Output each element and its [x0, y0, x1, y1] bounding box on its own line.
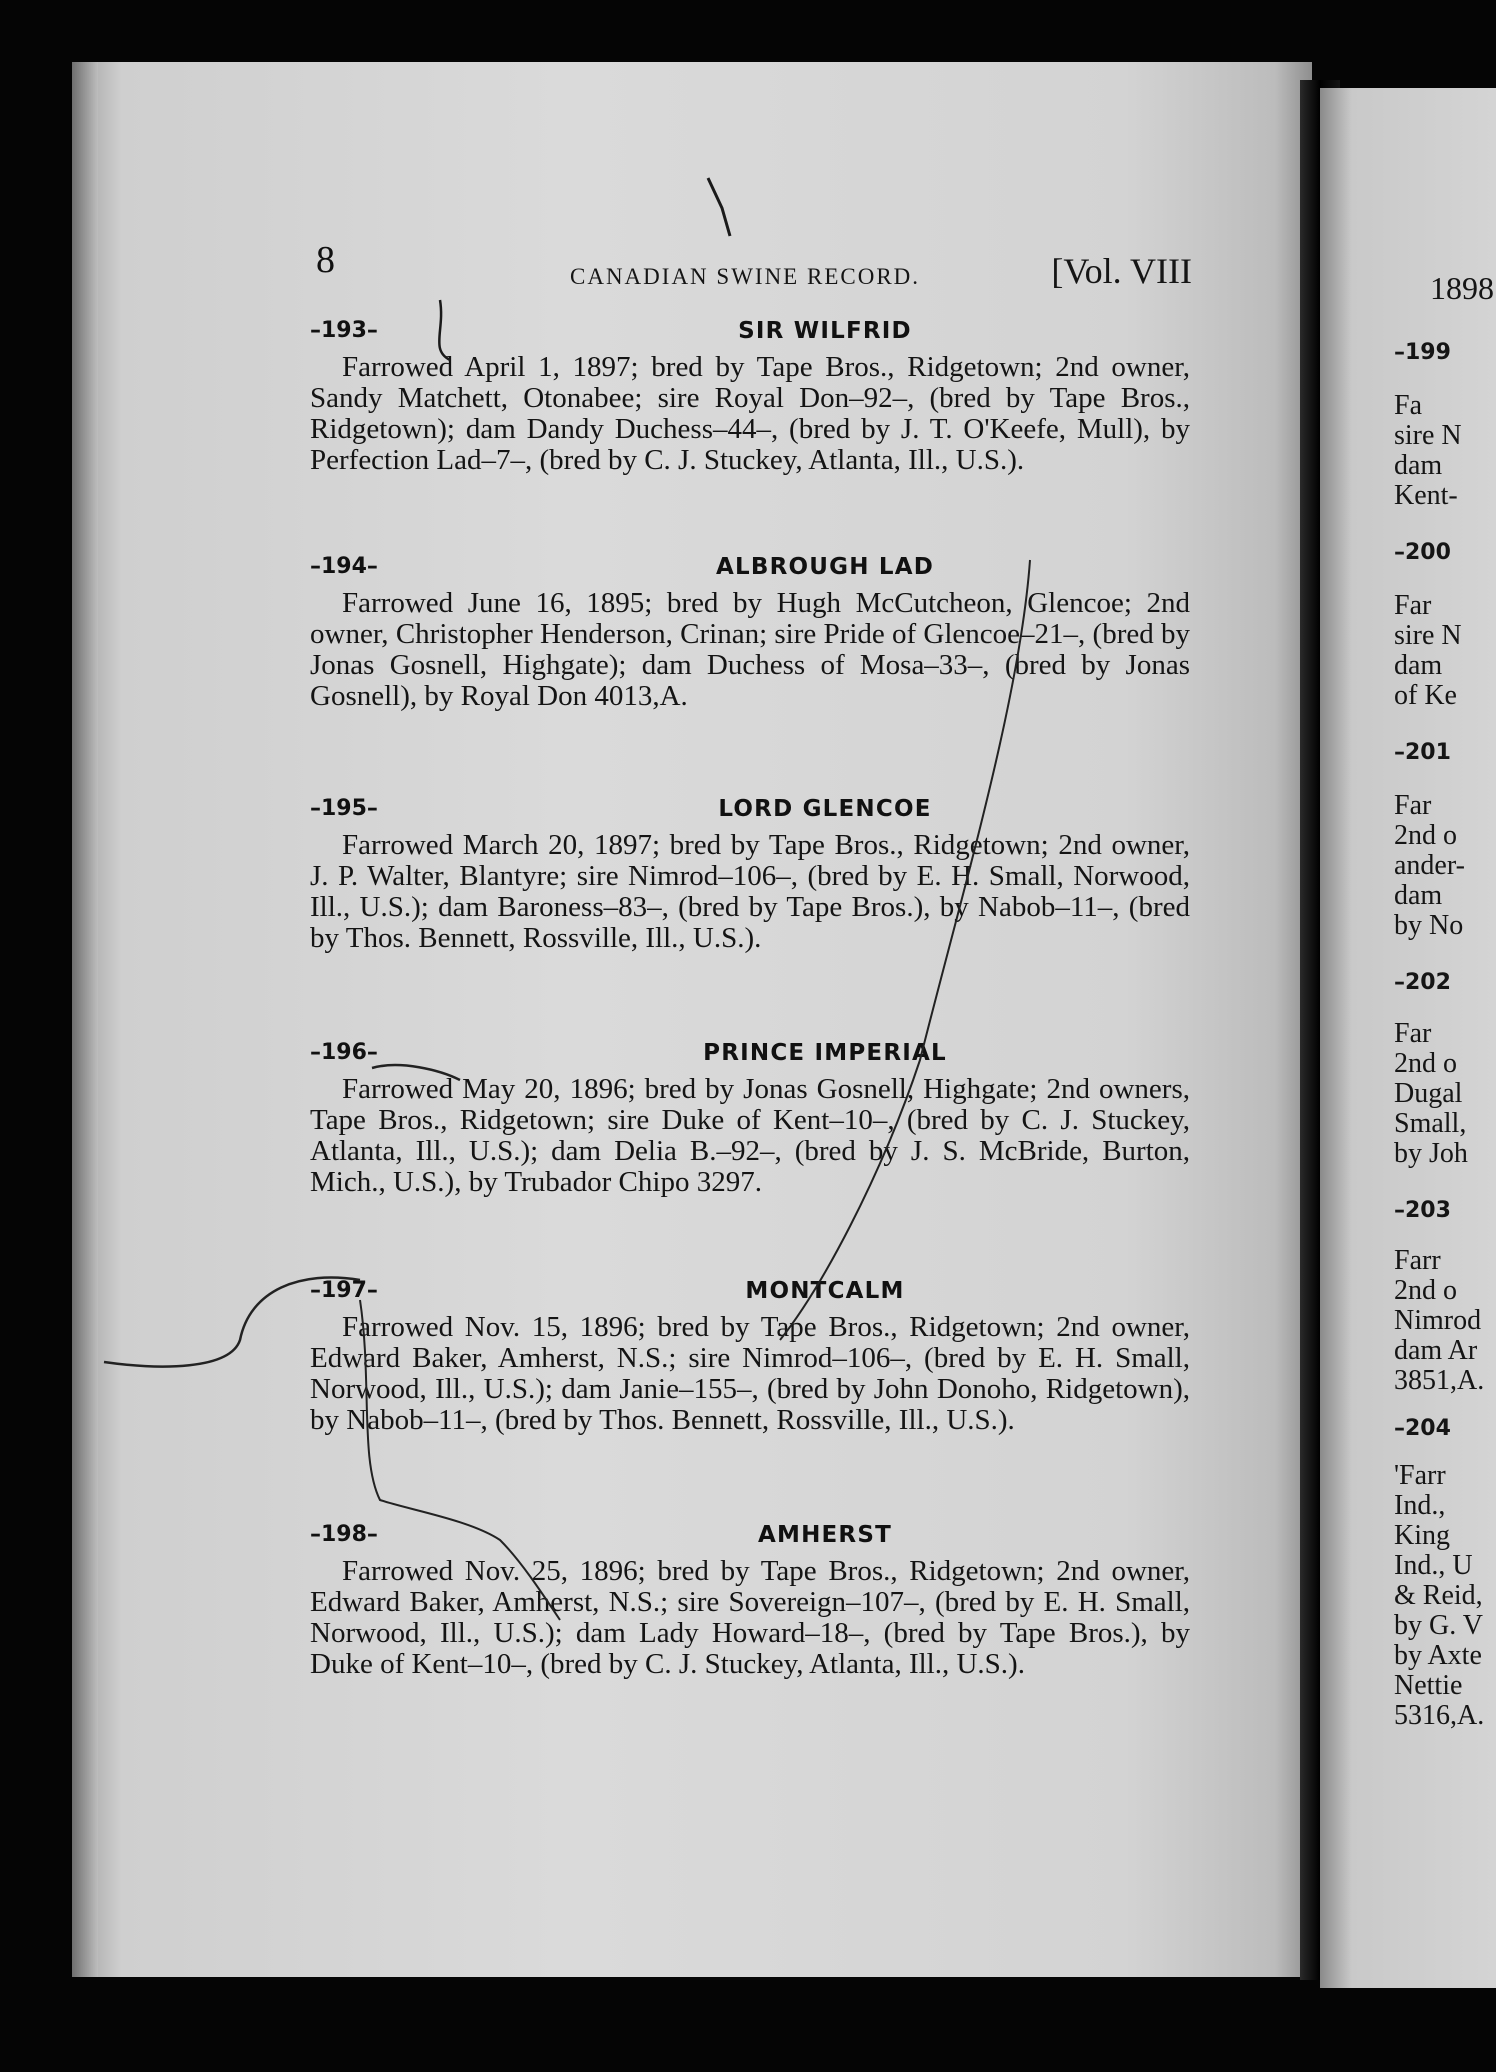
right-page-line: –199	[1394, 340, 1451, 365]
right-page-line: Far	[1394, 790, 1432, 821]
right-page-line: 2nd o	[1394, 820, 1457, 851]
right-page-line: –200	[1394, 540, 1451, 565]
right-page-line: King	[1394, 1520, 1450, 1551]
running-title: CANADIAN SWINE RECORD.	[570, 264, 921, 289]
right-page-line: by No	[1394, 910, 1464, 941]
entry-number: –198–	[310, 1522, 378, 1547]
right-page-line: Ind.,	[1394, 1490, 1446, 1521]
entry-name: LORD GLENCOE	[718, 796, 932, 822]
entry-text: Farrowed Nov. 15, 1896; bred by Tape Bros., Ridgetown; 2nd owner, Edward Baker, Amherst, N.S.; sire Nimrod–106–, (bred by E. H. Small, Norwood, Ill., U.S.); dam Janie–155–, (bred by John Donoho, Ridgetown), by Nabob–11–, (bred by Thos. Bennett, Rossville, Ill., U.S.).	[310, 1311, 1190, 1436]
right-page-line: 2nd o	[1394, 1275, 1457, 1306]
entry-number: –195–	[310, 796, 378, 821]
right-page-line: 3851,A.	[1394, 1365, 1485, 1396]
entry-number: –197–	[310, 1278, 378, 1303]
right-page-line: by Joh	[1394, 1138, 1468, 1169]
entry-number: –194–	[310, 554, 378, 579]
right-page-line: dam	[1394, 650, 1443, 681]
right-page-year: 1898	[1430, 270, 1494, 306]
entry-name: ALBROUGH LAD	[715, 554, 934, 580]
right-page-line: dam Ar	[1394, 1335, 1478, 1366]
entry-text: Farrowed March 20, 1897; bred by Tape Bros., Ridgetown; 2nd owner, J. P. Walter, Blantyre; sire Nimrod–106–, (bred by E. H. Small, Norwood, Ill., U.S.); dam Baroness–83–, (bred by Tape Bros.), by Nabob–11–, (bred by Thos. Bennett, Rossville, Ill., U.S.).	[310, 829, 1190, 954]
right-page-line: of Ke	[1394, 680, 1457, 711]
right-page-line: Kent-	[1394, 480, 1458, 511]
right-page-line: ander-	[1394, 850, 1465, 881]
entry-text: Farrowed May 20, 1896; bred by Jonas Gosnell, Highgate; 2nd owners, Tape Bros., Ridgetown; sire Duke of Kent–10–, (bred by C. J. Stuckey, Atlanta, Ill., U.S.); dam Delia B.–92–, (bred by J. S. McBride, Burton, Mich., U.S.), by Trubador Chipo 3297.	[310, 1073, 1190, 1198]
entry-name: MONTCALM	[745, 1278, 905, 1304]
right-page-line: Small,	[1394, 1108, 1467, 1139]
entry-name: AMHERST	[757, 1522, 892, 1548]
right-page-line: 5316,A.	[1394, 1700, 1485, 1731]
right-page-line: Far	[1394, 590, 1432, 621]
right-page-line: –201	[1394, 740, 1451, 765]
entry-number: –193–	[310, 318, 378, 343]
right-page-line: & Reid,	[1394, 1580, 1483, 1611]
right-page-line: Fa	[1394, 390, 1422, 421]
entry-text: Farrowed April 1, 1897; bred by Tape Bros., Ridgetown; 2nd owner, Sandy Matchett, Otonabee; sire Royal Don–92–, (bred by Tape Bros., Ridgetown); dam Dandy Duchess–44–, (bred by J. T. O'Keefe, Mull), by Perfection Lad–7–, (bred by C. J. Stuckey, Atlanta, Ill., U.S.).	[310, 351, 1190, 476]
right-page-line: sire N	[1394, 620, 1462, 651]
right-page-line: Ind., U	[1394, 1550, 1473, 1581]
right-page-line: dam	[1394, 450, 1443, 481]
right-page-line: 'Farr	[1394, 1460, 1446, 1491]
right-page-line: Dugal	[1394, 1078, 1463, 1109]
entry-name: PRINCE IMPERIAL	[703, 1040, 947, 1066]
entry-text: Farrowed June 16, 1895; bred by Hugh McCutcheon, Glencoe; 2nd owner, Christopher Henderson, Crinan; sire Pride of Glencoe–21–, (bred by Jonas Gosnell, Highgate); dam Duchess of Mosa–33–, (bred by Jonas Gosnell), by Royal Don 4013,A.	[310, 587, 1190, 712]
page-number: 8	[316, 239, 335, 281]
right-page-line: –203	[1394, 1198, 1451, 1223]
entry-number: –196–	[310, 1040, 378, 1065]
right-page-line: by Axte	[1394, 1640, 1482, 1671]
volume-label: [Vol. VIII	[1051, 251, 1192, 291]
entry-text: Farrowed Nov. 25, 1896; bred by Tape Bros., Ridgetown; 2nd owner, Edward Baker, Amherst, N.S.; sire Sovereign–107–, (bred by E. H. Small, Norwood, Ill., U.S.); dam Lady Howard–18–, (bred by Tape Bros.), by Duke of Kent–10–, (bred by C. J. Stuckey, Atlanta, Ill., U.S.).	[310, 1555, 1190, 1680]
right-page-line: –202	[1394, 970, 1451, 995]
right-page-line: Nettie	[1394, 1670, 1463, 1701]
right-page-line: Nimrod	[1394, 1305, 1482, 1336]
right-page-line: Farr	[1394, 1245, 1441, 1276]
right-page-line: –204	[1394, 1416, 1451, 1441]
right-page-line: Far	[1394, 1018, 1432, 1049]
entry-name: SIR WILFRID	[738, 318, 912, 344]
right-page-line: 2nd o	[1394, 1048, 1457, 1079]
right-page-line: sire N	[1394, 420, 1462, 451]
right-page-line: by G. V	[1394, 1610, 1483, 1641]
right-page-line: dam	[1394, 880, 1443, 911]
